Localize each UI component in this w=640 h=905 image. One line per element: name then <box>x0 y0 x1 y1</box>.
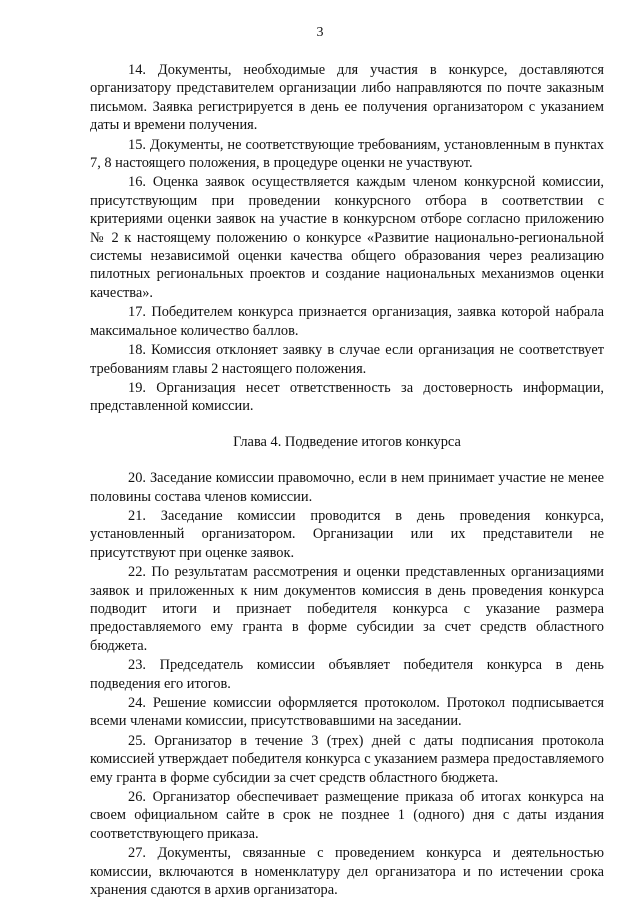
paragraph-19: 19. Организация несет ответственность за достоверность информации, представленной комиссии. <box>90 379 604 415</box>
document-body <box>90 61 604 900</box>
paragraph-20: 20. Заседание комиссии правомочно, если в нем принимает участие не менее половины состава членов комиссии. <box>90 470 604 505</box>
paragraph-16: 16. Оценка заявок осуществляется каждым членом конкурсной комиссии, присутствующим при проведении конкурсного отбора в соответствии с критериями оценки заявок на участие в конкурсном отборе согласно приложению № 2 к настоящему положению о конкурсе «Развитие национально-региональной системы независимой оценки качества общего образования через реализацию пилотных региональных проектов и создание национальных механизмов оценки качества». <box>90 174 604 301</box>
paragraph-22: 22. По результатам рассмотрения и оценки представленных организациями заявок и приложенных к ним документов комиссия в день проведения конкурса подводит итоги и признает победителя конкурса с указание размера предоставляемого ему гранта в форме субсидии за счет средств областного бюджета. <box>90 564 604 654</box>
paragraph-18: 18. Комиссия отклоняет заявку в случае если организация не соответствует требованиям главы 2 настоящего положения. <box>90 342 604 377</box>
paragraph-23: 23. Председатель комиссии объявляет победителя конкурса в день подведения его итогов. <box>90 657 604 692</box>
chapter-heading: Глава 4. Подведение итогов конкурса <box>233 433 461 450</box>
paragraph-27: 27. Документы, связанные с проведением конкурса и деятельностью комиссии, включаются в номенклатуру дел организатора и по истечении срока хранения сдаются в архив организатора. <box>90 845 604 899</box>
page-number: 3 <box>316 25 324 40</box>
paragraph-21: 21. Заседание комиссии проводится в день проведения конкурса, установленный организатором. Организации или их представители не присутствуют при оценке заявок. <box>90 507 604 561</box>
paragraph-17: 17. Победителем конкурса признается организация, заявка которой набрала максимальное количество баллов. <box>90 304 604 339</box>
paragraph-14: 14. Документы, необходимые для участия в конкурсе, доставляются организатору представителем организации либо направляются по почте заказным письмом. Заявка регистрируется в день ее получения организатором с указанием даты и времени получения. <box>90 62 604 134</box>
paragraph-15: 15. Документы, не соответствующие требованиям, установленным в пунктах 7, 8 настоящего положения, в процедуре оценки не участвуют. <box>90 136 604 172</box>
paragraph-24: 24. Решение комиссии оформляется протоколом. Протокол подписывается всеми членами комиссии, присутствовавшими на заседании. <box>90 695 604 730</box>
paragraph-25: 25. Организатор в течение 3 (трех) дней с даты подписания протокола комиссией утверждает победителя конкурса с указанием размера предоставляемого ему гранта в форме субсидии за счет средств областного бюджета. <box>90 732 604 786</box>
paragraph-26: 26. Организатор обеспечивает размещение приказа об итогах конкурса на своем официальном сайте в срок не позднее 1 (одного) дня с даты издания соответствующего приказа. <box>90 789 604 842</box>
